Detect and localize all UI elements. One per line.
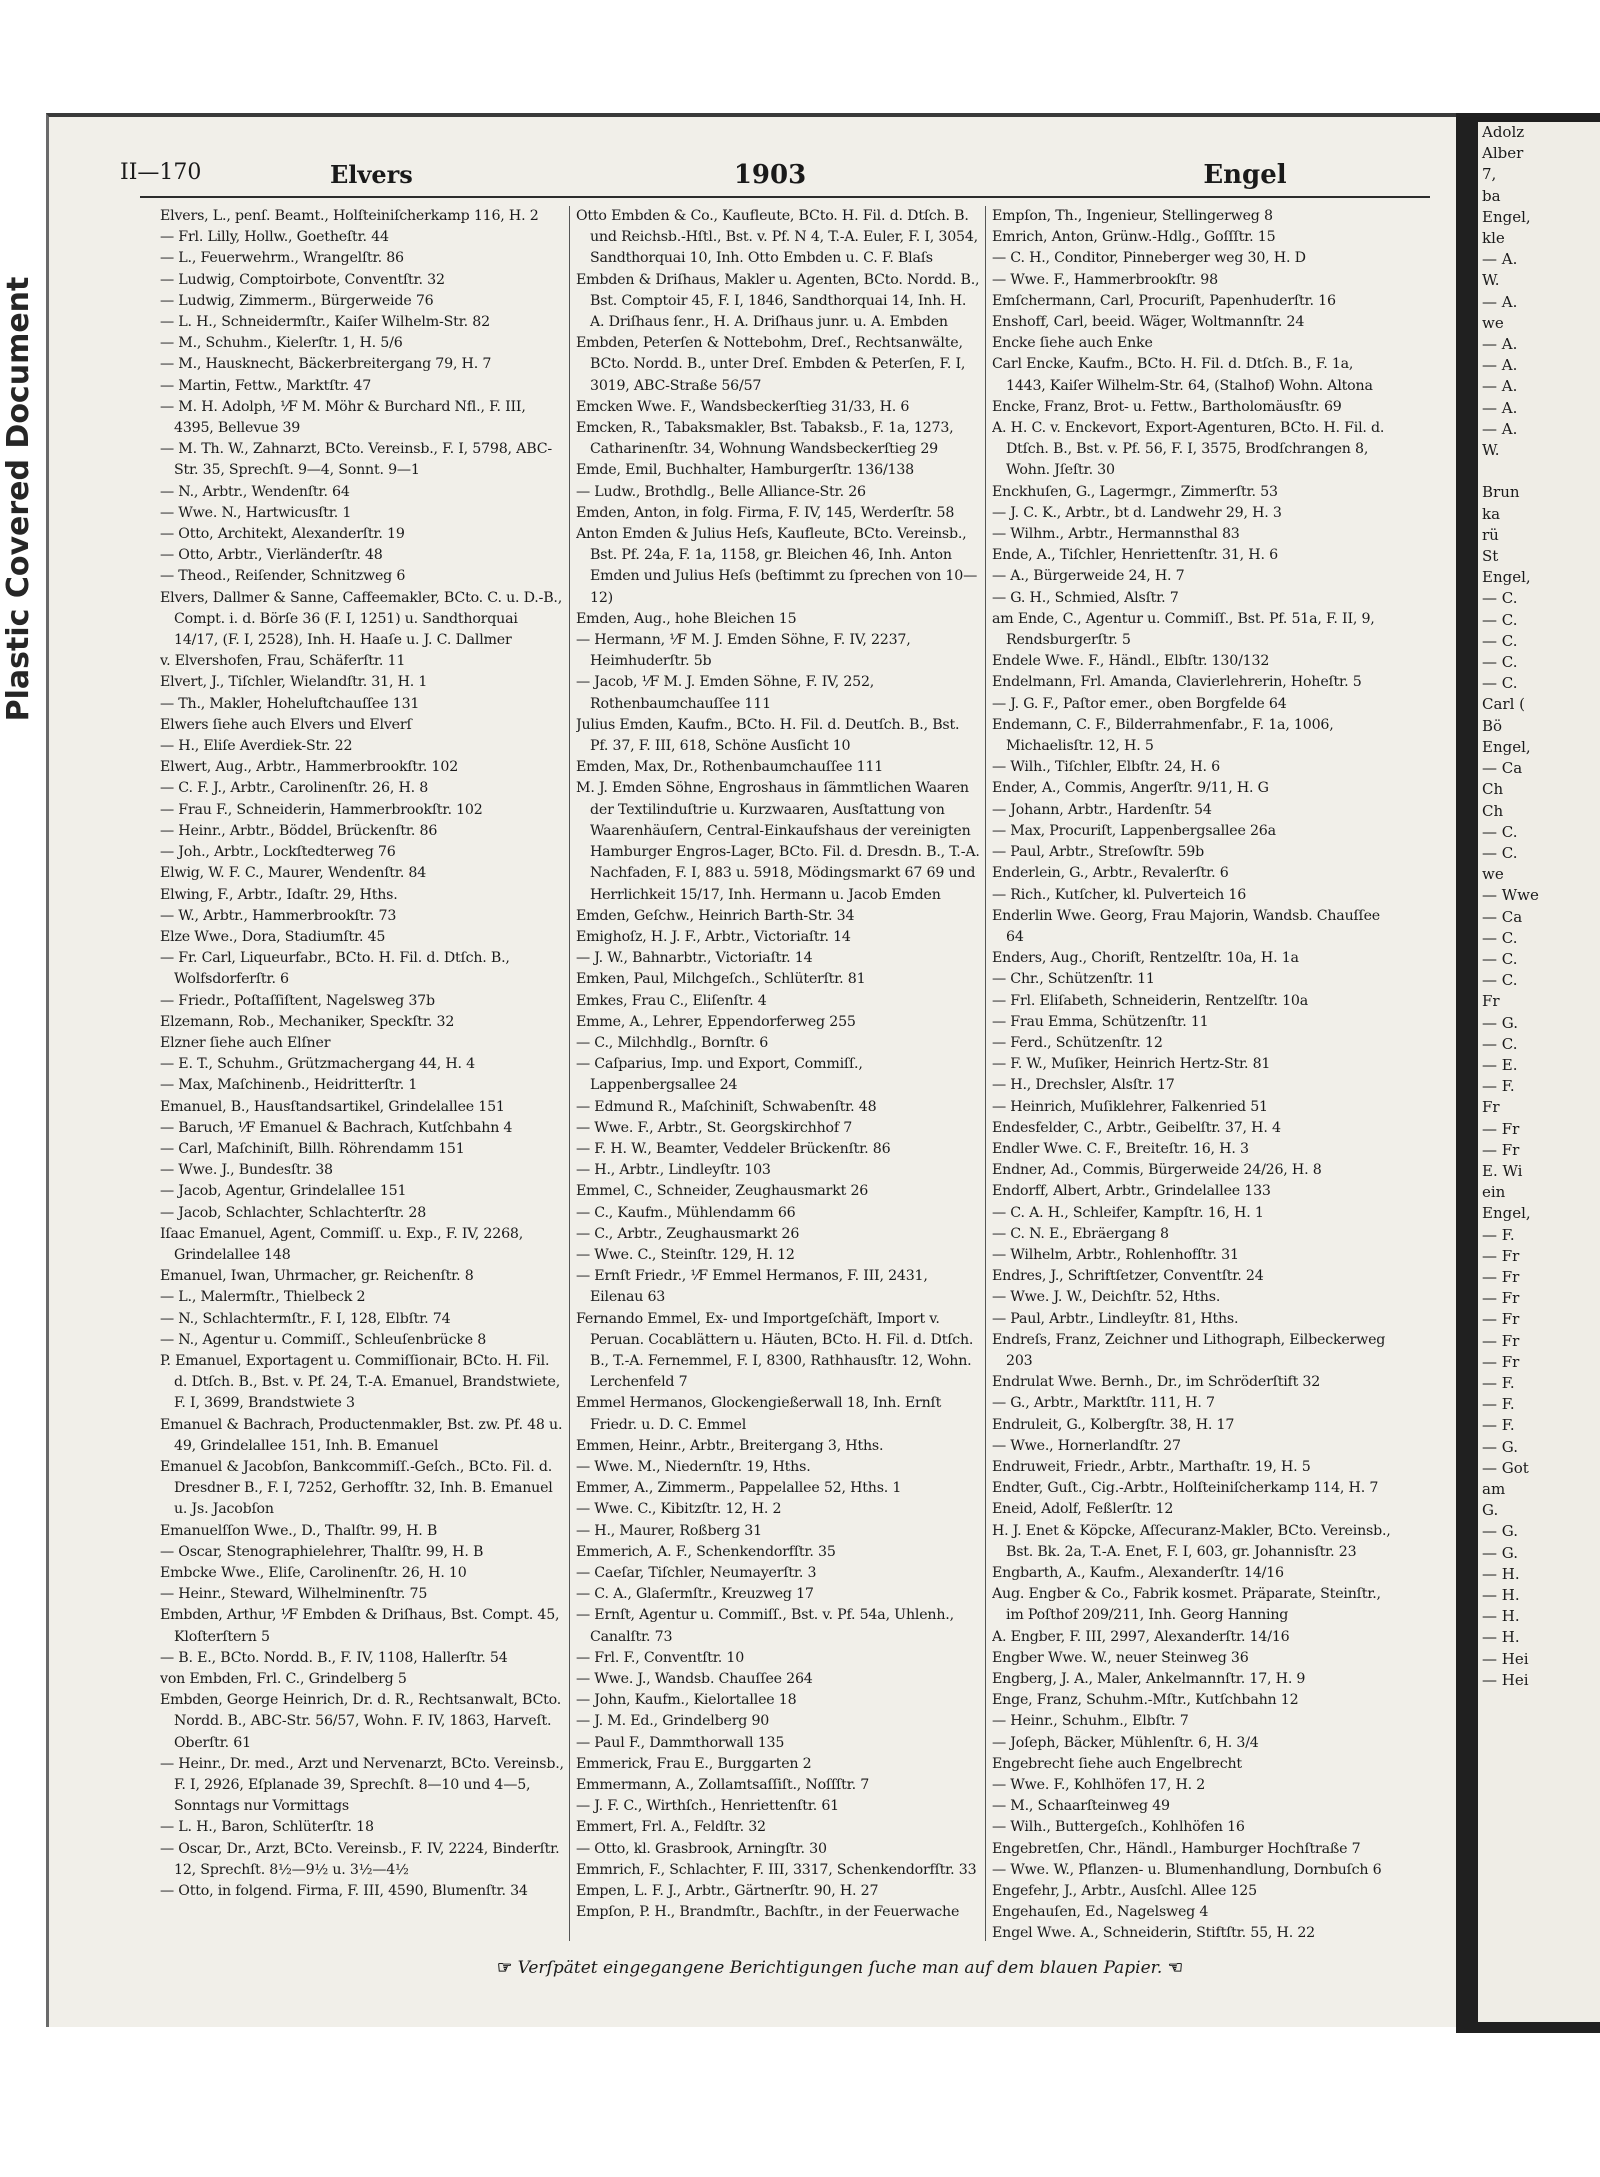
directory-entry: — G., Arbtr., Marktſtr. 111, H. 7	[992, 1395, 1215, 1412]
adjacent-page-line: — C.	[1482, 674, 1518, 693]
adjacent-page-line: ein	[1482, 1183, 1506, 1202]
adjacent-page-line: Bö	[1482, 716, 1503, 735]
adjacent-page-line: — H.	[1482, 1628, 1520, 1647]
directory-entry: Elwig, W. F. C., Maurer, Wendenſtr. 84	[160, 865, 427, 882]
column-3	[992, 206, 1397, 1941]
footer-text: Verſpätet eingegangene Berichtigungen ſuche man auf dem blauen Papier.	[517, 1958, 1163, 1978]
directory-entry: — Ludwig, Comptoirbote, Conventſtr. 32	[160, 271, 445, 288]
directory-entry: — Wwe. C., Steinſtr. 129, H. 12	[576, 1246, 795, 1263]
directory-entry: — Paul, Arbtr., Lindleyſtr. 81, Hths.	[992, 1310, 1239, 1327]
adjacent-page-line: — Fr	[1482, 1246, 1520, 1265]
adjacent-page-line: ba	[1482, 186, 1501, 205]
directory-entry: Emden, Geſchw., Heinrich Barth-Str. 34	[576, 907, 855, 924]
directory-entry: Emanuel, B., Hausſtandsartikel, Grindelallee 151	[160, 1098, 505, 1115]
directory-entry: — J. F. C., Wirthſch., Henriettenſtr. 61	[576, 1798, 839, 1815]
directory-entry: Emcken Wwe. F., Wandsbeckerſtieg 31/33, H. 6	[576, 398, 910, 415]
adjacent-page-line: — Fr	[1482, 1331, 1520, 1350]
directory-entry: Emanuel, Iwan, Uhrmacher, gr. Reichenſtr. 8	[160, 1268, 474, 1285]
adjacent-page-line: — G.	[1482, 1013, 1518, 1032]
adjacent-page-line: — A.	[1482, 335, 1518, 354]
header-year: 1903	[733, 160, 807, 190]
directory-entry: von Embden, Frl. C., Grindelberg 5	[160, 1671, 407, 1688]
directory-entry: Emmerick, Frau E., Burggarten 2	[576, 1755, 812, 1772]
directory-entry: Ende, A., Tiſchler, Henriettenſtr. 31, H. 6	[992, 547, 1278, 564]
directory-entry: — L., Feuerwehrm., Wrangelſtr. 86	[160, 250, 404, 267]
directory-entry: — Rich., Kutſcher, kl. Pulverteich 16	[992, 886, 1247, 903]
directory-entry: Emanuelſſon Wwe., D., Thalſtr. 99, H. B	[160, 1522, 438, 1539]
adjacent-page-line: am	[1482, 1480, 1506, 1498]
directory-entry: Emmen, Heinr., Arbtr., Breitergang 3, Hths.	[576, 1437, 884, 1454]
directory-entry: — Jacob, Schlachter, Schlachterſtr. 28	[160, 1204, 427, 1221]
directory-entry: — Wwe. W., Pflanzen- u. Blumenhandlung, Dornbuſch 6	[992, 1861, 1382, 1878]
directory-entry: Julius Emden, Kaufm., BCto. H. Fil. d. Deutſch. B., Bst. Pf. 37, F. III, 618, Schöne Ausſicht 10	[576, 716, 960, 755]
directory-entry: — F. H. W., Beamter, Veddeler Brückenſtr. 86	[576, 1140, 891, 1157]
directory-entry: — Friedr., Poſtaſſiſtent, Nagelsweg 37b	[160, 992, 435, 1009]
directory-entry: — C., Kaufm., Mühlendamm 66	[576, 1204, 796, 1221]
directory-entry: — Heinr., Steward, Wilhelminenſtr. 75	[160, 1586, 428, 1603]
adjacent-page-line: — A.	[1482, 398, 1518, 417]
adjacent-page-line: — H.	[1482, 1586, 1520, 1605]
adjacent-page-line: — F.	[1482, 1373, 1515, 1392]
page-header	[120, 160, 1420, 194]
directory-entry: — N., Arbtr., Wendenſtr. 64	[160, 483, 350, 500]
directory-entry: Embden, Arthur, ⅟F Embden & Driſhaus, Bst. Compt. 45, Kloſterſtern 5	[160, 1607, 560, 1645]
directory-entry: Engebrecht ſiehe auch Engelbrecht	[992, 1755, 1242, 1772]
directory-entry: A. Engber, F. III, 2997, Alexanderſtr. 14/16	[992, 1628, 1290, 1645]
header-left-word: Elvers	[330, 160, 413, 189]
directory-entry: Emden, Anton, in folg. Firma, F. IV, 145, Werderſtr. 58	[576, 504, 955, 521]
directory-entry: — C. H., Conditor, Pinneberger weg 30, H. D	[992, 250, 1306, 267]
directory-entry: — Ernſt Friedr., ⅟F Emmel Hermanos, F. III, 2431, Eilenau 63	[576, 1268, 928, 1306]
directory-entry: — Wilh., Tiſchler, Elbſtr. 24, H. 6	[992, 759, 1220, 776]
directory-entry: Endruweit, Friedr., Arbtr., Marthaſtr. 19, H. 5	[992, 1458, 1311, 1475]
adjacent-page-line: — E.	[1482, 1055, 1518, 1074]
directory-entry: Emmerich, A. F., Schenkendorfſtr. 35	[576, 1543, 836, 1560]
adjacent-page-line: Alber	[1482, 144, 1524, 163]
directory-entry: — L. H., Schneidermſtr., Kaiſer Wilhelm-Str. 82	[160, 314, 490, 331]
directory-entry: — Otto, kl. Grasbrook, Arningſtr. 30	[576, 1840, 827, 1857]
adjacent-page-line: — Fr	[1482, 1352, 1520, 1371]
adjacent-page-line: — G.	[1482, 1437, 1518, 1456]
directory-entry: — Heinr., Schuhm., Elbſtr. 7	[992, 1713, 1189, 1730]
adjacent-page-line: Brun	[1482, 483, 1520, 502]
column-divider	[985, 206, 986, 1941]
directory-entry: — Jacob, Agentur, Grindelallee 151	[160, 1183, 407, 1200]
directory-entry: — Caeſar, Tiſchler, Neumayerſtr. 3	[576, 1565, 817, 1581]
directory-entry: Anton Emden & Julius Heſs, Kaufleute, BCto. Vereinsb., Bst. Pf. 24a, F. 1a, 1158, gr. Bleichen 46, Inh. Anton Emden und Julius Heſs (beſtimmt zu ſprechen von 10—12)	[576, 526, 978, 606]
directory-entry: — Theod., Reiſender, Schnitzweg 6	[160, 568, 406, 585]
directory-entry: Embden, Peterſen & Nottebohm, Dreſ., Rechtsanwälte, BCto. Nordd. B., unter Dreſ. Embden & Peterſen, F. I, 3019, ABC-Straße 56/57	[576, 335, 966, 394]
directory-entry: Aug. Engber & Co., Fabrik kosmet. Präparate, Steinſtr., im Poſthof 209/211, Inh. Georg Hanning	[992, 1586, 1381, 1624]
directory-entry: Endemann, C. F., Bilderrahmenfabr., F. 1a, 1006, Michaelisſtr. 12, H. 5	[992, 716, 1334, 755]
directory-entry: — Johann, Arbtr., Hardenſtr. 54	[992, 801, 1212, 818]
directory-entry: — M., Schuhm., Kielerſtr. 1, H. 5/6	[160, 335, 403, 352]
adjacent-page-line: G.	[1482, 1501, 1499, 1520]
directory-entry: Enshoff, Carl, beeid. Wäger, Woltmannſtr. 24	[992, 314, 1305, 331]
directory-entry: — Fr. Carl, Liqueurfabr., BCto. H. Fil. d. Dtſch. B., Wolfsdorferſtr. 6	[160, 950, 510, 988]
directory-entry: — Frl. Eliſabeth, Schneiderin, Rentzelſtr. 10a	[992, 992, 1309, 1009]
directory-entry: Emſchermann, Carl, Procuriſt, Papenhuderſtr. 16	[992, 292, 1336, 309]
adjacent-page-line: Engel,	[1482, 207, 1531, 226]
directory-entry: Eneid, Adolf, Feßlerſtr. 12	[992, 1501, 1174, 1518]
directory-entry: — Wwe. M., Niedernſtr. 19, Hths.	[576, 1458, 811, 1475]
directory-entry: Engbarth, A., Kaufm., Alexanderſtr. 14/16	[992, 1565, 1284, 1581]
directory-entry: — Otto, in folgend. Firma, F. III, 4590, Blumenſtr. 34	[160, 1883, 528, 1900]
directory-entry: — C. A., Glaſermſtr., Kreuzweg 17	[576, 1586, 814, 1603]
directory-entry: — Wilhelm, Arbtr., Rohlenhofſtr. 31	[992, 1246, 1239, 1263]
directory-entry: — Oscar, Stenographielehrer, Thalſtr. 99, H. B	[160, 1543, 484, 1560]
directory-entry: Elvers, Dallmer & Sanne, Caffeemakler, BCto. C. u. D.-B., Compt. i. d. Börſe 36 (F. I, 1251) u. Sandthorquai 14/17, (F. I, 2528), Inh. H. Haaſe u. J. C. Dallmer	[160, 589, 563, 649]
directory-entry: Elzemann, Rob., Mechaniker, Speckſtr. 32	[160, 1013, 455, 1030]
directory-entry: Emrich, Anton, Grünw.-Hdlg., Goſſſtr. 15	[992, 229, 1276, 246]
directory-entry: Emme, A., Lehrer, Eppendorferweg 255	[576, 1013, 856, 1030]
adjacent-page-line: Fr	[1482, 992, 1500, 1011]
adjacent-page-line: — C.	[1482, 631, 1518, 650]
directory-entry: Encke ſiehe auch Enke	[992, 335, 1153, 352]
directory-entry: Embcke Wwe., Eliſe, Carolinenſtr. 26, H. 10	[160, 1565, 467, 1581]
directory-entry: — Wilh., Buttergeſch., Kohlhöfen 16	[992, 1819, 1245, 1836]
directory-entry: — Joſeph, Bäcker, Mühlenſtr. 6, H. 3/4	[992, 1734, 1259, 1751]
adjacent-page-line: E. Wi	[1482, 1161, 1523, 1180]
directory-entry: Engehauſen, Ed., Nagelsweg 4	[992, 1904, 1209, 1921]
directory-entry: — Wwe. F., Hammerbrookſtr. 98	[992, 271, 1218, 288]
adjacent-page-line: — H.	[1482, 1564, 1520, 1583]
directory-entry: — C. F. J., Arbtr., Carolinenſtr. 26, H. 8	[160, 780, 429, 797]
directory-entry: — Ludw., Brothdlg., Belle Alliance-Str. 26	[576, 483, 866, 500]
directory-entry: Endreſs, Franz, Zeichner und Lithograph, Eilbeckerweg 203	[992, 1331, 1386, 1369]
directory-entry: Iſaac Emanuel, Agent, Commiſſ. u. Exp., F. IV, 2268, Grindelallee 148	[160, 1225, 524, 1263]
directory-entry: Emde, Emil, Buchhalter, Hamburgerſtr. 136/138	[576, 462, 915, 479]
adjacent-page-line: — A.	[1482, 250, 1518, 269]
directory-entry: Endele Wwe. F., Händl., Elbſtr. 130/132	[992, 653, 1270, 670]
directory-entry: — C. A. H., Schleifer, Kampſtr. 16, H. 1	[992, 1204, 1264, 1221]
directory-entry: — Wwe. J. W., Deichſtr. 52, Hths.	[992, 1289, 1221, 1306]
adjacent-page-line: — F.	[1482, 1395, 1515, 1414]
directory-entry: Ender, A., Commis, Angerſtr. 9/11, H. G	[992, 780, 1269, 797]
directory-entry: — C., Arbtr., Zeughausmarkt 26	[576, 1225, 800, 1242]
spine-label-area	[0, 0, 46, 2177]
adjacent-page-line: Adolz	[1482, 123, 1525, 141]
directory-entry: — Th., Makler, Hoheluftchauſſee 131	[160, 695, 420, 712]
directory-entry: — N., Schlachtermſtr., F. I, 128, Elbſtr. 74	[160, 1310, 451, 1327]
adjacent-page-line: — F.	[1482, 1416, 1515, 1435]
directory-entry: — Wwe. J., Wandsb. Chauſſee 264	[576, 1671, 813, 1688]
directory-entry: Endres, J., Schriftſetzer, Conventſtr. 24	[992, 1268, 1264, 1285]
directory-entry: Elwers ſiehe auch Elvers und Elverſ	[160, 716, 412, 733]
directory-entry: Enckhuſen, G., Lagermgr., Zimmerſtr. 53	[992, 483, 1278, 500]
directory-entry: — A., Bürgerweide 24, H. 7	[992, 568, 1185, 585]
adjacent-page-line: — C.	[1482, 949, 1518, 968]
adjacent-page-line: we	[1482, 865, 1504, 884]
adjacent-page-line: Engel,	[1482, 737, 1531, 756]
directory-entry: — J. M. Ed., Grindelberg 90	[576, 1713, 770, 1730]
directory-entry: — Paul, Arbtr., Streſowſtr. 59b	[992, 844, 1204, 861]
directory-entry: Endner, Ad., Commis, Bürgerweide 24/26, H. 8	[992, 1162, 1322, 1179]
directory-entry: — Chr., Schützenſtr. 11	[992, 971, 1155, 988]
directory-entry: Elvert, J., Tiſchler, Wielandſtr. 31, H. 1	[160, 674, 428, 691]
adjacent-page-line: Engel,	[1482, 568, 1531, 587]
directory-entry: — Frau F., Schneiderin, Hammerbrookſtr. 102	[160, 801, 483, 818]
adjacent-page-line: — Hei	[1482, 1670, 1529, 1689]
directory-entry: Enderlein, G., Arbtr., Revalerſtr. 6	[992, 865, 1229, 882]
directory-entry: A. H. C. v. Enckevort, Export-Agenturen, BCto. H. Fil. d. Dtſch. B., Bst. v. Pf. 56, F. I, 3575, Brodſchrangen 8, Wohn. Jſeſtr. 30	[992, 420, 1385, 479]
adjacent-page-line: W.	[1482, 271, 1500, 290]
adjacent-page-line: — F.	[1482, 1225, 1515, 1244]
adjacent-page-line: Fr	[1482, 1098, 1500, 1117]
adjacent-page-line: — Wwe	[1482, 886, 1539, 905]
adjacent-page-line: — Fr	[1482, 1289, 1520, 1308]
directory-entry: — Edmund R., Maſchiniſt, Schwabenſtr. 48	[576, 1098, 877, 1115]
directory-entry: Emanuel & Bachrach, Productenmakler, Bst. zw. Pf. 48 u. 49, Grindelallee 151, Inh. B. Emanuel	[160, 1416, 563, 1454]
directory-entry: Emmel, C., Schneider, Zeughausmarkt 26	[576, 1183, 869, 1200]
adjacent-page-line: — A.	[1482, 356, 1518, 375]
directory-entry: Emighoſz, H. J. F., Arbtr., Victoriaſtr. 14	[576, 928, 851, 945]
adjacent-page-line: — C.	[1482, 610, 1518, 629]
adjacent-page-line: — A.	[1482, 419, 1518, 438]
directory-entry: Emkes, Frau C., Eliſenſtr. 4	[576, 992, 767, 1009]
directory-entry: — Frl. F., Conventſtr. 10	[576, 1649, 745, 1666]
directory-entry: Engberg, J. A., Maler, Ankelmannſtr. 17, H. 9	[992, 1671, 1306, 1688]
adjacent-page-line: Engel,	[1482, 1204, 1531, 1223]
directory-entry: — Hermann, ⅟F M. J. Emden Söhne, F. IV, 2237, Heimhuderſtr. 5b	[576, 632, 911, 670]
footer-notice	[390, 1958, 1290, 1986]
adjacent-page-line: Ch	[1482, 801, 1504, 820]
adjacent-page-line: rü	[1482, 525, 1499, 544]
directory-entry: — Ernſt, Agentur u. Commiſſ., Bst. v. Pf. 54a, Uhlenh., Canalſtr. 73	[576, 1607, 954, 1645]
directory-entry: — Caſparius, Imp. und Export, Commiſſ., Lappenbergsallee 24	[576, 1056, 863, 1094]
adjacent-page-line: 7,	[1482, 165, 1497, 184]
directory-entry: Elzner ſiehe auch Elſner	[160, 1034, 331, 1051]
directory-entry: — John, Kaufm., Kielortallee 18	[576, 1692, 797, 1709]
adjacent-page-line: — Got	[1482, 1458, 1529, 1477]
directory-entry: — Max, Maſchinenb., Heidritterſtr. 1	[160, 1077, 418, 1094]
directory-entry: Emden, Max, Dr., Rothenbaumchauſſee 111	[576, 759, 884, 776]
directory-entry: — Wilhm., Arbtr., Hermannsthal 83	[992, 526, 1240, 543]
directory-entry: — L. H., Baron, Schlüterſtr. 18	[160, 1819, 374, 1836]
header-rule	[140, 196, 1430, 198]
directory-entry: — Wwe., Hornerlandſtr. 27	[992, 1437, 1181, 1454]
directory-entry: Elvers, L., penſ. Beamt., Holſteiniſcherkamp 116, H. 2	[160, 208, 539, 224]
adjacent-page	[1478, 122, 1600, 2022]
directory-entry: Encke, Franz, Brot- u. Fettw., Bartholomäusſtr. 69	[992, 398, 1342, 415]
directory-entry: Engefehr, J., Arbtr., Ausſchl. Allee 125	[992, 1883, 1257, 1900]
adjacent-page-line: ka	[1482, 504, 1501, 523]
directory-entry: P. Emanuel, Exportagent u. Commiſſionair, BCto. H. Fil. d. Dtſch. B., Bst. v. Pf. 24, T.-A. Emanuel, Brandstwiete, F. I, 3699, Brandstwiete 3	[160, 1352, 561, 1412]
directory-entry: Engebretſen, Chr., Händl., Hamburger Hochſtraße 7	[992, 1840, 1361, 1857]
directory-entry: Emden, Aug., hohe Bleichen 15	[576, 610, 797, 627]
directory-entry: — Oscar, Dr., Arzt, BCto. Vereinsb., F. IV, 2224, Binderſtr. 12, Sprechſt. 8½—9½ u. 3½—4½	[160, 1840, 560, 1878]
column-divider	[569, 206, 570, 1941]
directory-entry: Embden, George Heinrich, Dr. d. R., Rechtsanwalt, BCto. Nordd. B., ABC-Str. 56/57, Wohn. F. IV, 1863, Harveſt. Oberſtr. 61	[160, 1692, 562, 1751]
directory-entry: — Heinr., Dr. med., Arzt und Nervenarzt, BCto. Vereinsb., F. I, 2926, Eſplanade 39, Sprechſt. 8—10 und 4—5, Sonntags nur Vormittags	[160, 1755, 564, 1815]
adjacent-page-line: — C.	[1482, 843, 1518, 862]
directory-entry: — Carl, Maſchiniſt, Billh. Röhrendamm 151	[160, 1140, 465, 1157]
directory-entry: — N., Agentur u. Commiſſ., Schleuſenbrücke 8	[160, 1331, 487, 1348]
pointing-hand-icon: ☜	[1167, 1958, 1183, 1978]
directory-entry: Endruleit, G., Kolbergſtr. 38, H. 17	[992, 1416, 1235, 1433]
directory-entry: — Baruch, ⅟F Emanuel & Bachrach, Kutſchbahn 4	[160, 1119, 513, 1136]
adjacent-page-line: — C.	[1482, 653, 1518, 672]
directory-entry: — J. C. K., Arbtr., bt d. Landwehr 29, H. 3	[992, 504, 1282, 521]
adjacent-page-line	[1478, 461, 1600, 482]
directory-entry: Emmrich, F., Schlachter, F. III, 3317, Schenkendorfſtr. 33	[576, 1861, 977, 1878]
directory-entry: — Heinr., Arbtr., Böddel, Brückenſtr. 86	[160, 822, 438, 839]
directory-entry: Emmert, Frl. A., Feldſtr. 32	[576, 1819, 766, 1836]
adjacent-page-line: — Fr	[1482, 1310, 1520, 1329]
adjacent-page-line: Ch	[1482, 780, 1504, 799]
adjacent-page-line: kle	[1482, 229, 1505, 248]
directory-entry: — B. E., BCto. Nordd. B., F. IV, 1108, Hallerſtr. 54	[160, 1649, 508, 1666]
directory-entry: — Wwe. C., Kibitzſtr. 12, H. 2	[576, 1501, 782, 1518]
directory-entry: — Frl. Lilly, Hollw., Goetheſtr. 44	[160, 229, 389, 246]
directory-entry: Endelmann, Frl. Amanda, Clavierlehrerin, Hoheſtr. 5	[992, 674, 1362, 691]
directory-entry: Engel Wwe. A., Schneiderin, Stiftſtr. 55, H. 22	[992, 1925, 1315, 1941]
adjacent-page-line: — H.	[1482, 1607, 1520, 1626]
directory-entry: Enders, Aug., Choriſt, Rentzelſtr. 10a, H. 1a	[992, 950, 1299, 967]
directory-entry: — C., Milchhdlg., Bornſtr. 6	[576, 1034, 769, 1051]
directory-entry: — L., Malermſtr., Thielbeck 2	[160, 1289, 366, 1306]
directory-entry: Emmer, A., Zimmerm., Pappelallee 52, Hths. 1	[576, 1480, 902, 1497]
adjacent-page-line: — G.	[1482, 1543, 1518, 1562]
directory-entry: — J. G. F., Paſtor emer., oben Borgfelde 64	[992, 695, 1287, 712]
adjacent-page-line: — C.	[1482, 971, 1518, 990]
directory-entry: v. Elvershofen, Frau, Schäferſtr. 11	[160, 653, 406, 670]
directory-entry: Embden & Driſhaus, Makler u. Agenten, BCto. Nordd. B., Bst. Comptoir 45, F. I, 1846, Sandthorquai 14, Inh. H. A. Driſhaus ſenr., H. A. Driſhaus junr. u. A. Embden	[576, 271, 980, 331]
adjacent-page-line: — C.	[1482, 822, 1518, 841]
directory-entry: Emanuel & Jacobſon, Bankcommiſſ.-Geſch., BCto. Fil. d. Dresdner B., F. I, 7252, Gerhofſtr. 32, Inh. B. Emanuel u. Js. Jacobſon	[160, 1458, 553, 1518]
directory-entry: — Paul F., Dammthorwall 135	[576, 1734, 785, 1751]
directory-entry: — H., Arbtr., Lindleyſtr. 103	[576, 1162, 771, 1179]
directory-entry: Empſon, P. H., Brandmſtr., Bachſtr., in der Feuerwache	[576, 1904, 960, 1921]
adjacent-page-line: — Hei	[1482, 1649, 1529, 1668]
directory-entry: — Max, Procuriſt, Lappenbergsallee 26a	[992, 822, 1276, 839]
directory-entry: — F. W., Muſiker, Heinrich Hertz-Str. 81	[992, 1056, 1271, 1073]
directory-entry: Endesfelder, C., Arbtr., Geibelſtr. 37, H. 4	[992, 1119, 1281, 1136]
adjacent-page-line: — Fr	[1482, 1267, 1520, 1286]
directory-entry: — H., Drechsler, Alsſtr. 17	[992, 1077, 1175, 1094]
directory-entry: Endrulat Wwe. Bernh., Dr., im Schröderſtift 32	[992, 1374, 1321, 1391]
directory-entry: Endler Wwe. C. F., Breiteſtr. 16, H. 3	[992, 1140, 1249, 1157]
adjacent-page-line: — Fr	[1482, 1140, 1520, 1159]
directory-entry: — Heinrich, Muſiklehrer, Falkenried 51	[992, 1098, 1268, 1115]
directory-entry: — H., Maurer, Roßberg 31	[576, 1522, 762, 1539]
directory-entry: Otto Embden & Co., Kaufleute, BCto. H. Fil. d. Dtſch. B. und Reichsb.-Hſtl., Bst. v. Pf. N 4, T.-A. Euler, F. I, 3054, Sandthorquai 10, Inh. Otto Embden u. C. F. Blaſs	[576, 208, 978, 267]
directory-entry: Empen, L. F. J., Arbtr., Gärtnerſtr. 90, H. 27	[576, 1883, 879, 1900]
directory-entry: Emken, Paul, Milchgeſch., Schlüterſtr. 81	[576, 971, 866, 988]
directory-entry: — J. W., Bahnarbtr., Victoriaſtr. 14	[576, 950, 813, 967]
directory-entry: Elze Wwe., Dora, Stadiumſtr. 45	[160, 928, 386, 945]
directory-entry: — M. Th. W., Zahnarzt, BCto. Vereinsb., F. I, 5798, ABC-Str. 35, Sprechſt. 9—4, Sonnt. 9—1	[160, 441, 552, 479]
directory-entry: — Ludwig, Zimmerm., Bürgerweide 76	[160, 292, 434, 309]
directory-entry: Endorff, Albert, Arbtr., Grindelallee 133	[992, 1183, 1271, 1200]
directory-entry: M. J. Emden Söhne, Engroshaus in ſämmtlichen Waaren der Textilinduſtrie u. Kurzwaaren, Ausſtattung von Waarenhäuſern, Central-Einkaufshaus der vereinigten Hamburger Engros-Lager, BCto. Fil. d. Dresdn. B., T.-A. Nachfaden, F. I, 883 u. 5918, Mödingsmarkt 67 69 und Herrlichkeit 15/17, Inh. Hermann u. Jacob Emden	[576, 780, 980, 903]
directory-entry: Emcken, R., Tabaksmakler, Bst. Tabaksb., F. 1a, 1273, Catharinenſtr. 34, Wohnung Wandsbeckerſtieg 29	[576, 420, 954, 458]
directory-entry: Endter, Guſt., Cig.-Arbtr., Holſteiniſcherkamp 114, H. 7	[992, 1480, 1379, 1497]
adjacent-page-line: W.	[1482, 441, 1500, 460]
directory-entry: Emmermann, A., Zollamtsaſſiſt., Noſſſtr. 7	[576, 1777, 870, 1794]
adjacent-page-line: we	[1482, 313, 1504, 332]
directory-entry: — E. T., Schuhm., Grützmachergang 44, H. 4	[160, 1056, 476, 1073]
adjacent-page-line: Carl (	[1482, 695, 1526, 714]
directory-entry: Engber Wwe. W., neuer Steinweg 36	[992, 1649, 1249, 1666]
adjacent-page-line: — A.	[1482, 377, 1518, 396]
directory-entry: — H., Eliſe Averdiek-Str. 22	[160, 738, 353, 755]
directory-entry: — Martin, Fettw., Marktſtr. 47	[160, 377, 372, 394]
directory-entry: — Wwe. J., Bundesſtr. 38	[160, 1162, 333, 1179]
directory-entry: — Otto, Arbtr., Vierländerſtr. 48	[160, 547, 383, 564]
directory-entry: — G. H., Schmied, Alsſtr. 7	[992, 589, 1179, 606]
directory-entry: Emmel Hermanos, Glockengießerwall 18, Inh. Ernſt Friedr. u. D. C. Emmel	[576, 1395, 942, 1433]
directory-entry: — Wwe. F., Arbtr., St. Georgskirchhof 7	[576, 1119, 853, 1136]
directory-entry: Enderlin Wwe. Georg, Frau Majorin, Wandsb. Chauſſee 64	[992, 907, 1380, 945]
directory-entry: — Wwe. F., Kohlhöfen 17, H. 2	[992, 1777, 1206, 1794]
pointing-hand-icon: ☞	[497, 1958, 513, 1978]
directory-entry: — C. N. E., Ebräergang 8	[992, 1225, 1169, 1242]
adjacent-page-line: — F.	[1482, 1077, 1515, 1096]
spine-label: Plastic Covered Document	[1, 276, 36, 722]
header-right-word: Engel	[1203, 160, 1287, 190]
directory-entry: — M., Schaarſteinweg 49	[992, 1798, 1170, 1815]
directory-entry: Elwing, F., Arbtr., Idaſtr. 29, Hths.	[160, 886, 398, 903]
adjacent-page-line: — C.	[1482, 589, 1518, 608]
directory-entry: Fernando Emmel, Ex- und Importgeſchäft, Import v. Peruan. Cocablättern u. Häuten, BCto. H. Fil. d. Dtſch. B., T.-A. Fernemmel, F. I, 8300, Rathhausſtr. 12, Wohn. Lerchenfeld 7	[576, 1310, 974, 1391]
adjacent-page-line: — C.	[1482, 1034, 1518, 1053]
adjacent-page-line: — Ca	[1482, 907, 1523, 926]
directory-entry: — Ferd., Schützenſtr. 12	[992, 1034, 1163, 1051]
directory-entry: — Frau Emma, Schützenſtr. 11	[992, 1013, 1209, 1030]
directory-entry: — Otto, Architekt, Alexanderſtr. 19	[160, 526, 405, 543]
directory-entry: — M., Hausknecht, Bäckerbreitergang 79, H. 7	[160, 356, 492, 373]
column-1	[160, 206, 565, 1941]
directory-entry: Enge, Franz, Schuhm.-Mſtr., Kutſchbahn 12	[992, 1692, 1299, 1709]
directory-entry: Empſon, Th., Ingenieur, Stellingerweg 8	[992, 208, 1273, 224]
directory-entry: — W., Arbtr., Hammerbrookſtr. 73	[160, 907, 397, 924]
adjacent-page-line: — C.	[1482, 928, 1518, 947]
adjacent-page-line: — A.	[1482, 292, 1518, 311]
directory-entry: — Joh., Arbtr., Lockſtedterweg 76	[160, 844, 396, 861]
directory-entry: — Wwe. N., Hartwicusſtr. 1	[160, 504, 352, 521]
adjacent-page-line: St	[1482, 547, 1499, 566]
adjacent-page-line: — Fr	[1482, 1119, 1520, 1138]
directory-entry: H. J. Enet & Köpcke, Aſſecuranz-Makler, BCto. Vereinsb., Bst. Bk. 2a, T.-A. Enet, F. I, 603, gr. Johannisſtr. 23	[992, 1522, 1391, 1560]
adjacent-page-line: — G.	[1482, 1522, 1518, 1541]
directory-entry: — M. H. Adolph, ⅟F M. Möhr & Burchard Nfl., F. III, 4395, Bellevue 39	[160, 398, 526, 437]
directory-entry: — Jacob, ⅟F M. J. Emden Söhne, F. IV, 252, Rothenbaumchauſſee 111	[576, 674, 875, 712]
adjacent-page-line: — Ca	[1482, 759, 1523, 778]
directory-entry: Carl Encke, Kaufm., BCto. H. Fil. d. Dtſch. B., F. 1a, 1443, Kaiſer Wilhelm-Str. 64, (Stalhof) Wohn. Altona	[992, 356, 1373, 394]
directory-entry: am Ende, C., Agentur u. Commiſſ., Bst. Pf. 51a, F. II, 9, Rendsburgerſtr. 5	[992, 610, 1375, 649]
column-2	[576, 206, 981, 1941]
directory-entry: Elwert, Aug., Arbtr., Hammerbrookſtr. 102	[160, 759, 459, 776]
page-number: II—170	[120, 160, 202, 185]
